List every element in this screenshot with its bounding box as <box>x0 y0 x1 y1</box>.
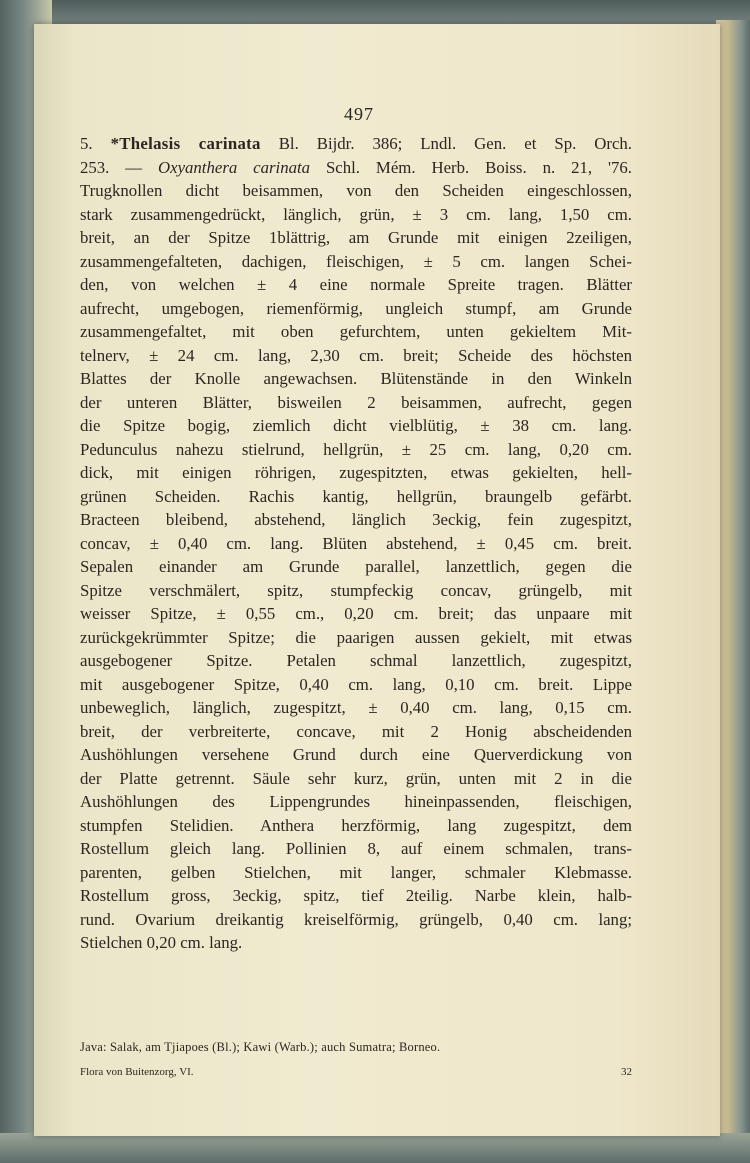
entry-heading-line-1 <box>80 132 632 156</box>
text-line: aufrecht, umgebogen, riemenförmig, ungleich stumpf, am Grunde <box>80 298 632 318</box>
text-line: grünen Scheiden. Rachis kantig, hellgrün, braungelb gefärbt. <box>80 486 632 506</box>
text-line: stumpfen Stelidien. Anthera herzförmig, lang zugespitzt, dem <box>80 815 632 835</box>
text-line: Aushöhlungen des Lippengrundes hineinpassenden, fleischigen, <box>80 792 632 811</box>
text-line: weisser Spitze, ± 0,55 cm., 0,20 cm. breit; das unpaare mit <box>80 604 632 623</box>
text-line: stark zusammengedrückt, länglich, grün, ± 3 cm. lang, 1,50 cm. <box>80 204 632 224</box>
text-line: der Platte getrennt. Säule sehr kurz, grün, unten mit 2 in die <box>80 768 632 788</box>
text-line: der unteren Blätter, bisweilen 2 beisammen, aufrecht, gegen <box>80 392 632 412</box>
text-line: unbeweglich, länglich, zugespitzt, ± 0,40 cm. lang, 0,15 cm. <box>80 698 632 717</box>
text-line: concav, ± 0,40 cm. lang. Blüten abstehend, ± 0,45 cm. breit. <box>80 533 632 553</box>
text-line: breit, an der Spitze 1blättrig, am Grunde mit einigen 2zeiligen, <box>80 228 632 247</box>
text-line: Pedunculus nahezu stielrund, hellgrün, ± 25 cm. lang, 0,20 cm. <box>80 439 632 459</box>
text-line: dick, mit einigen röhrigen, zugespitzten, etwas gekielten, hell- <box>80 463 632 482</box>
text-line: Spitze verschmälert, spitz, stumpfeckig concav, grüngelb, mit <box>80 580 632 600</box>
text-line: die Spitze bogig, ziemlich dicht vielblütig, ± 38 cm. lang. <box>80 416 632 435</box>
text-line: Sepalen einander am Grunde parallel, lanzettlich, gegen die <box>80 557 632 576</box>
entry-heading-line-2 <box>80 156 632 180</box>
text-line: Stielchen 0,20 cm. lang. <box>80 933 243 952</box>
text-line: breit, der verbreiterte, concave, mit 2 Honig abscheidenden <box>80 721 632 741</box>
text-line: Trugknollen dicht beisammen, von den Scheiden eingeschlossen, <box>80 181 632 200</box>
entry-reference-2: Schl. Mém. Herb. Boiss. n. 21, '76. <box>325 157 632 177</box>
text-line: ausgebogener Spitze. Petalen schmal lanzettlich, zugespitzt, <box>80 651 632 670</box>
text-line: zusammengefalteten, dachigen, fleischigen, ± 5 cm. langen Schei- <box>80 251 632 271</box>
text-line: Blattes der Knolle angewachsen. Blütenstände in den Winkeln <box>80 369 632 388</box>
flora-title: Flora von Buitenzorg, VI. <box>80 1066 194 1078</box>
text-line: rund. Ovarium dreikantig kreiselförmig, grüngelb, 0,40 cm. lang; <box>80 909 632 929</box>
book-page <box>34 24 720 1136</box>
page-right-edge <box>716 20 750 1163</box>
text-line: Bracteen bleibend, abstehend, länglich 3eckig, fein zugespitzt, <box>80 510 632 529</box>
entry-reference-page: 253. — <box>80 157 143 177</box>
species-name: *Thelasis carinata <box>110 134 261 153</box>
signature-mark: 32 <box>621 1066 632 1078</box>
text-line: parenten, gelben Stielchen, mit langer, schmaler Klebmasse. <box>80 862 632 882</box>
distribution-note: Java: Salak, am Tjiapoes (Bl.); Kawi (Warb.); auch Sumatra; Borneo. <box>80 1040 441 1054</box>
text-line: mit ausgebogener Spitze, 0,40 cm. lang, 0,10 cm. breit. Lippe <box>80 674 632 694</box>
page-number: 497 <box>344 104 374 124</box>
text-line: telnerv, ± 24 cm. lang, 2,30 cm. breit; Scheide des höchsten <box>80 345 632 365</box>
scan-bottom-edge <box>0 1133 750 1163</box>
entry-number: 5. <box>80 134 93 153</box>
entry-reference-1: Bl. Bijdr. 386; Lndl. Gen. et Sp. Orch. <box>278 134 632 153</box>
text-line: zusammengefaltet, mit oben gefurchtem, unten gekieltem Mit- <box>80 322 632 341</box>
text-line: Aushöhlungen versehene Grund durch eine Querverdickung von <box>80 745 632 764</box>
text-line: Rostellum gleich lang. Pollinien 8, auf einem schmalen, trans- <box>80 839 632 858</box>
text-line: den, von welchen ± 4 eine normale Spreite tragen. Blätter <box>80 275 632 294</box>
text-line: Rostellum gross, 3eckig, spitz, tief 2teilig. Narbe klein, halb- <box>80 886 632 905</box>
text-line: zurückgekrümmter Spitze; die paarigen aussen gekielt, mit etwas <box>80 627 632 647</box>
page-footer <box>80 1066 632 1078</box>
synonym-name: Oxyanthera carinata <box>158 157 311 177</box>
species-description <box>80 132 632 955</box>
